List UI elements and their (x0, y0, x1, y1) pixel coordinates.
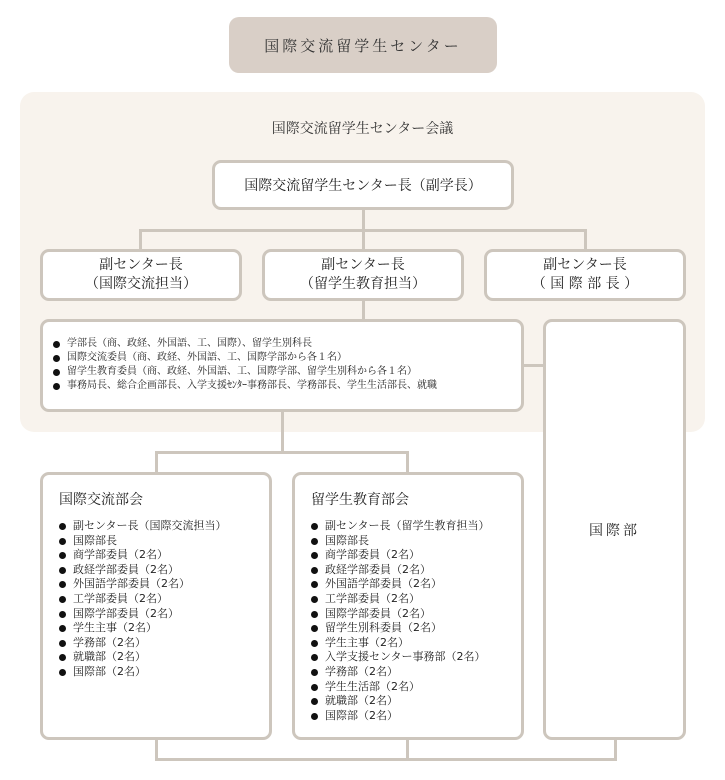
director-box (212, 160, 514, 210)
connector-members-office (524, 364, 544, 367)
list-item: 留学生別科委員（2名） (311, 621, 521, 636)
list-item: 学務部（2名） (311, 665, 521, 680)
connector-director-down (362, 210, 365, 230)
list-item: 国際学部委員（2名） (59, 607, 269, 622)
list-item: 商学部委員（2名） (59, 548, 269, 563)
committee-education (292, 472, 524, 740)
list-item: 就職部（2名） (59, 650, 269, 665)
connector-vice2 (362, 229, 365, 250)
vice-director-role: （留学生教育担当） (300, 276, 426, 292)
list-item: 外国語学部委員（2名） (59, 577, 269, 592)
list-item: 学生主事（2名） (311, 636, 521, 651)
list-item: 商学部委員（2名） (311, 548, 521, 563)
list-item: 学務部（2名） (59, 636, 269, 651)
center-title: 国際交流留学生センター (229, 17, 497, 73)
committee-members-list (59, 519, 269, 680)
connector-comm2-bottom (406, 740, 409, 760)
list-item: 国際学部委員（2名） (311, 607, 521, 622)
committee-members-list (311, 519, 521, 723)
list-item: 国際部長 (311, 534, 521, 549)
international-office-box (543, 319, 686, 740)
connector-comm1 (155, 451, 158, 473)
connector-vice1 (139, 229, 142, 250)
director-label: 国際交流留学生センター長（副学長） (244, 178, 482, 194)
list-item: 学生主事（2名） (59, 621, 269, 636)
vice-director-title: 副センター長 (99, 257, 183, 273)
connector-members-down (281, 412, 284, 453)
list-item: 国際部（2名） (59, 665, 269, 680)
committee-title: 国際交流部会 (59, 492, 143, 508)
list-item: 国際交流委員（商、政経、外国語、工、国際学部から各１名） (53, 351, 521, 365)
vice-director-office (484, 249, 686, 301)
connector-comm2 (406, 451, 409, 473)
list-item: 事務局長、総合企画部長、入学支援ｾﾝﾀｰ事務部長、学務部長、学生生活部長、就職 (53, 379, 521, 393)
vice-director-role: （国際交流担当） (85, 276, 197, 292)
connector-vice3 (584, 229, 587, 250)
council-members-list (53, 337, 521, 393)
list-item: 工学部委員（2名） (311, 592, 521, 607)
connector-vice2-members (362, 301, 365, 320)
vice-director-title: 副センター長 (321, 257, 405, 273)
vice-director-role: （ 国 際 部 長 ） (531, 276, 639, 292)
list-item: 留学生教育委員（商、政経、外国語、工、国際学部、留学生別科から各１名） (53, 365, 521, 379)
list-item: 外国語学部委員（2名） (311, 577, 521, 592)
connector-comm1-bottom (155, 740, 158, 760)
council-title: 国際交流留学生センター会議 (271, 121, 454, 137)
vice-director-title: 副センター長 (543, 257, 627, 273)
committee-title: 留学生教育部会 (311, 492, 409, 508)
connector-committee-bus (155, 451, 409, 454)
list-item: 学部長（商、政経、外国語、工、国際）、留学生別科長 (53, 337, 521, 351)
list-item: 国際部（2名） (311, 709, 521, 724)
list-item: 国際部長 (59, 534, 269, 549)
list-item: 学生生活部（2名） (311, 680, 521, 695)
committee-international (40, 472, 272, 740)
list-item: 就職部（2名） (311, 694, 521, 709)
list-item: 政経学部委員（2名） (59, 563, 269, 578)
connector-bottom-bus (155, 758, 617, 761)
connector-office-bottom (614, 740, 617, 760)
list-item: 工学部委員（2名） (59, 592, 269, 607)
council-members-box (40, 319, 524, 412)
list-item: 副センター長（留学生教育担当） (311, 519, 521, 534)
list-item: 政経学部委員（2名） (311, 563, 521, 578)
list-item: 副センター長（国際交流担当） (59, 519, 269, 534)
vice-director-education (262, 249, 464, 301)
international-office-label: 国際部 (589, 522, 640, 539)
list-item: 入学支援センター事務部（2名） (311, 650, 521, 665)
vice-director-international (40, 249, 242, 301)
